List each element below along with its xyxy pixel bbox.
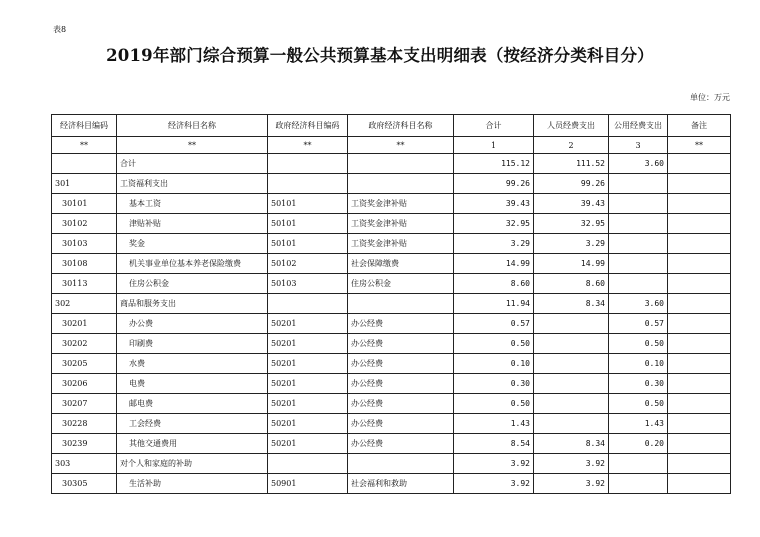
cell-public (609, 194, 668, 214)
cell-personnel: 32.95 (534, 214, 609, 234)
cell-total: 39.43 (454, 194, 534, 214)
cell-econ-code: 30305 (52, 474, 117, 494)
cell-note (668, 314, 731, 334)
cell-econ-name: 奖金 (117, 234, 268, 254)
cell-econ-code: 303 (52, 454, 117, 474)
cell-gov-name: 办公经费 (348, 374, 454, 394)
header-public: 公用经费支出 (609, 115, 668, 137)
cell-gov-name: 工资奖金津补贴 (348, 194, 454, 214)
cell-econ-name: 电费 (117, 374, 268, 394)
cell-total: 3.29 (454, 234, 534, 254)
table-row (52, 374, 731, 394)
cell-gov-name (348, 174, 454, 194)
index-cell: ** (117, 137, 268, 154)
cell-public: 3.60 (609, 294, 668, 314)
cell-econ-code: 30206 (52, 374, 117, 394)
cell-note (668, 214, 731, 234)
header-econ-code: 经济科目编码 (52, 115, 117, 137)
cell-note (668, 354, 731, 374)
cell-total: 99.26 (454, 174, 534, 194)
cell-gov-name (348, 154, 454, 174)
cell-total: 3.92 (454, 454, 534, 474)
cell-note (668, 394, 731, 414)
cell-total: 8.60 (454, 274, 534, 294)
cell-econ-code: 30205 (52, 354, 117, 374)
cell-gov-name: 办公经费 (348, 334, 454, 354)
cell-econ-name: 邮电费 (117, 394, 268, 414)
cell-gov-name: 社会福利和救助 (348, 474, 454, 494)
table-row (52, 414, 731, 434)
cell-gov-name: 办公经费 (348, 394, 454, 414)
cell-note (668, 454, 731, 474)
cell-personnel: 39.43 (534, 194, 609, 214)
cell-personnel (534, 374, 609, 394)
cell-note (668, 474, 731, 494)
table-row (52, 474, 731, 494)
cell-econ-name: 水费 (117, 354, 268, 374)
cell-public (609, 474, 668, 494)
cell-public (609, 274, 668, 294)
cell-personnel (534, 354, 609, 374)
cell-econ-name: 生活补助 (117, 474, 268, 494)
cell-gov-code: 50103 (268, 274, 348, 294)
table-number: 表8 (53, 25, 67, 34)
cell-econ-code: 30202 (52, 334, 117, 354)
cell-econ-name: 其他交通费用 (117, 434, 268, 454)
cell-econ-code: 302 (52, 294, 117, 314)
cell-note (668, 254, 731, 274)
cell-personnel (534, 334, 609, 354)
header-personnel: 人员经费支出 (534, 115, 609, 137)
cell-public: 3.60 (609, 154, 668, 174)
cell-econ-name: 津贴补贴 (117, 214, 268, 234)
cell-note (668, 194, 731, 214)
cell-total: 14.99 (454, 254, 534, 274)
cell-econ-name: 对个人和家庭的补助 (117, 454, 268, 474)
cell-public: 1.43 (609, 414, 668, 434)
cell-public (609, 454, 668, 474)
cell-public: 0.20 (609, 434, 668, 454)
cell-total: 0.57 (454, 314, 534, 334)
cell-total: 32.95 (454, 214, 534, 234)
table-row (52, 174, 731, 194)
cell-gov-name: 住房公积金 (348, 274, 454, 294)
table-row (52, 314, 731, 334)
cell-gov-name: 社会保障缴费 (348, 254, 454, 274)
cell-note (668, 334, 731, 354)
cell-note (668, 294, 731, 314)
cell-note (668, 374, 731, 394)
cell-personnel: 14.99 (534, 254, 609, 274)
expenditure-table (51, 114, 731, 494)
table-body (52, 154, 731, 494)
cell-total: 115.12 (454, 154, 534, 174)
cell-gov-code: 50101 (268, 214, 348, 234)
cell-public (609, 214, 668, 234)
cell-personnel: 8.34 (534, 294, 609, 314)
cell-gov-code: 50901 (268, 474, 348, 494)
header-note: 备注 (668, 115, 731, 137)
cell-econ-name: 住房公积金 (117, 274, 268, 294)
cell-total: 0.50 (454, 394, 534, 414)
table-row (52, 274, 731, 294)
cell-gov-code: 50201 (268, 334, 348, 354)
table-row (52, 154, 731, 174)
cell-total: 8.54 (454, 434, 534, 454)
cell-public: 0.50 (609, 394, 668, 414)
cell-gov-code: 50101 (268, 194, 348, 214)
index-cell: 3 (609, 137, 668, 154)
cell-gov-name: 办公经费 (348, 434, 454, 454)
unit-label: 单位：万元 (690, 93, 730, 102)
cell-total: 1.43 (454, 414, 534, 434)
cell-econ-name: 工会经费 (117, 414, 268, 434)
cell-public: 0.30 (609, 374, 668, 394)
cell-public (609, 234, 668, 254)
cell-econ-code: 30228 (52, 414, 117, 434)
table-row (52, 454, 731, 474)
cell-note (668, 234, 731, 254)
index-cell: ** (52, 137, 117, 154)
cell-gov-code (268, 174, 348, 194)
cell-econ-name: 办公费 (117, 314, 268, 334)
cell-total: 0.30 (454, 374, 534, 394)
cell-note (668, 414, 731, 434)
table-row (52, 334, 731, 354)
cell-econ-code: 30113 (52, 274, 117, 294)
cell-note (668, 274, 731, 294)
column-index-row (52, 137, 731, 154)
index-cell: 1 (454, 137, 534, 154)
page-title: 2019年部门综合预算一般公共预算基本支出明细表（按经济分类科目分） (106, 46, 654, 65)
cell-personnel (534, 394, 609, 414)
cell-econ-code: 30108 (52, 254, 117, 274)
table-row (52, 354, 731, 374)
table-row (52, 434, 731, 454)
cell-gov-name (348, 294, 454, 314)
header-row (52, 115, 731, 137)
index-cell: ** (668, 137, 731, 154)
cell-gov-code (268, 454, 348, 474)
cell-econ-code: 301 (52, 174, 117, 194)
cell-personnel: 111.52 (534, 154, 609, 174)
cell-gov-code: 50101 (268, 234, 348, 254)
cell-personnel: 99.26 (534, 174, 609, 194)
cell-personnel: 3.29 (534, 234, 609, 254)
cell-gov-name: 办公经费 (348, 354, 454, 374)
index-cell: ** (268, 137, 348, 154)
cell-note (668, 434, 731, 454)
header-gov-name: 政府经济科目名称 (348, 115, 454, 137)
cell-econ-name: 印刷费 (117, 334, 268, 354)
cell-econ-code (52, 154, 117, 174)
cell-econ-name: 机关事业单位基本养老保险缴费 (117, 254, 268, 274)
cell-gov-name: 办公经费 (348, 314, 454, 334)
cell-econ-code: 30101 (52, 194, 117, 214)
cell-personnel (534, 314, 609, 334)
cell-econ-name: 商品和服务支出 (117, 294, 268, 314)
cell-gov-code: 50201 (268, 394, 348, 414)
cell-gov-code (268, 294, 348, 314)
cell-gov-code: 50201 (268, 434, 348, 454)
cell-public: 0.50 (609, 334, 668, 354)
cell-gov-code: 50201 (268, 374, 348, 394)
cell-gov-code: 50201 (268, 354, 348, 374)
cell-public (609, 254, 668, 274)
cell-econ-name: 基本工资 (117, 194, 268, 214)
cell-gov-code: 50201 (268, 414, 348, 434)
cell-gov-name: 工资奖金津补贴 (348, 214, 454, 234)
cell-econ-code: 30207 (52, 394, 117, 414)
cell-note (668, 154, 731, 174)
cell-total: 3.92 (454, 474, 534, 494)
table-row (52, 254, 731, 274)
cell-personnel: 3.92 (534, 454, 609, 474)
cell-gov-code (268, 154, 348, 174)
cell-gov-name: 办公经费 (348, 414, 454, 434)
table-row (52, 234, 731, 254)
index-cell: 2 (534, 137, 609, 154)
index-cell: ** (348, 137, 454, 154)
table-row (52, 394, 731, 414)
cell-personnel (534, 414, 609, 434)
cell-econ-code: 30103 (52, 234, 117, 254)
cell-gov-name: 工资奖金津补贴 (348, 234, 454, 254)
cell-econ-code: 30239 (52, 434, 117, 454)
header-econ-name: 经济科目名称 (117, 115, 268, 137)
cell-personnel: 8.60 (534, 274, 609, 294)
cell-gov-code: 50201 (268, 314, 348, 334)
cell-public: 0.10 (609, 354, 668, 374)
table-row (52, 214, 731, 234)
cell-econ-code: 30102 (52, 214, 117, 234)
cell-personnel: 3.92 (534, 474, 609, 494)
table-row (52, 194, 731, 214)
cell-total: 11.94 (454, 294, 534, 314)
cell-personnel: 8.34 (534, 434, 609, 454)
cell-public: 0.57 (609, 314, 668, 334)
cell-econ-name: 工资福利支出 (117, 174, 268, 194)
cell-econ-code: 30201 (52, 314, 117, 334)
cell-gov-name (348, 454, 454, 474)
cell-public (609, 174, 668, 194)
header-gov-code: 政府经济科目编码 (268, 115, 348, 137)
table-row (52, 294, 731, 314)
cell-note (668, 174, 731, 194)
cell-gov-code: 50102 (268, 254, 348, 274)
cell-econ-name: 合计 (117, 154, 268, 174)
cell-total: 0.50 (454, 334, 534, 354)
cell-total: 0.10 (454, 354, 534, 374)
header-total: 合计 (454, 115, 534, 137)
